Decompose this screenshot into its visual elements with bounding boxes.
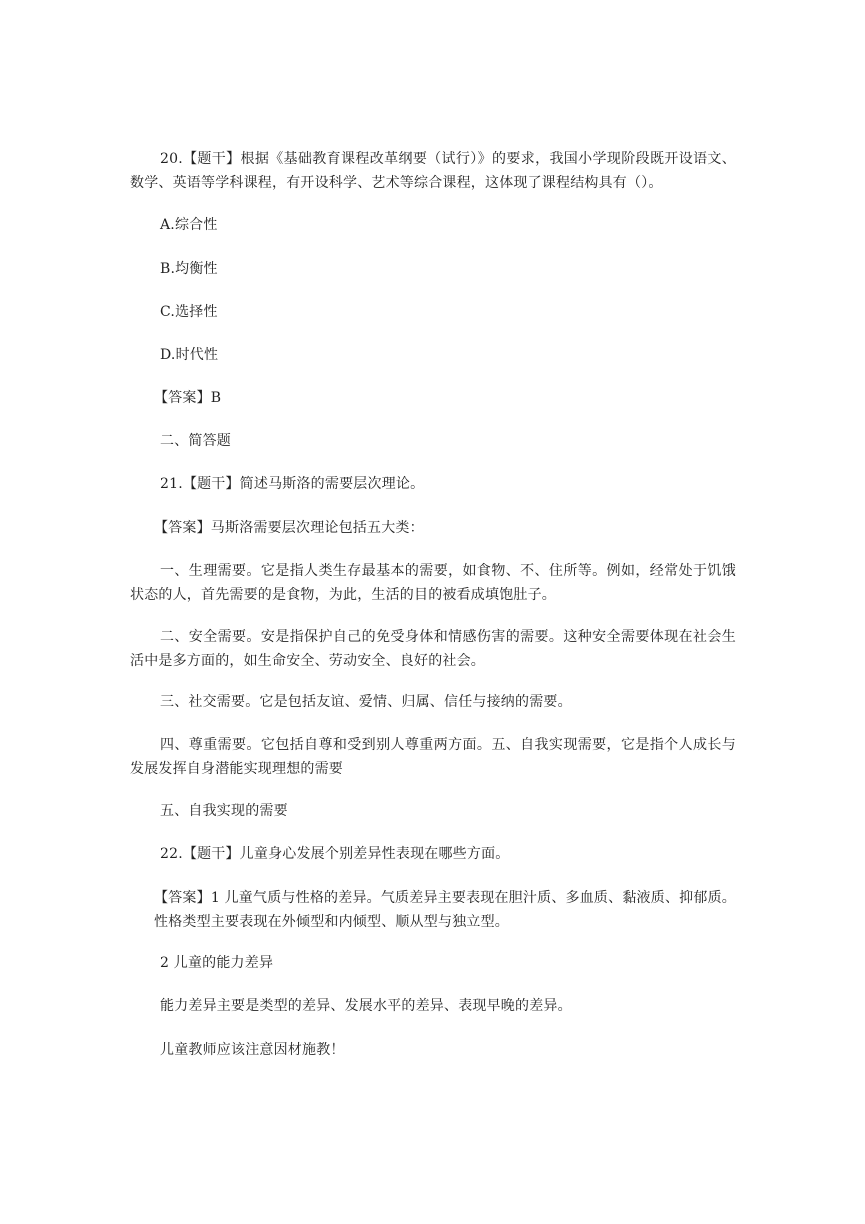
question-22-answer: 【答案】1 儿童气质与性格的差异。气质差异主要表现在胆汁质、多血质、黏液质、抑郁质。性格类型主要表现在外倾型和内倾型、顺从型与独立型。	[154, 890, 736, 930]
question-20-stem: 20.【题干】根据《基础教育课程改革纲要（试行）》的要求，我国小学现阶段既开设语文、数学、英语等学科课程，有开设科学、艺术等综合课程，这体现了课程结构具有（）。	[130, 151, 736, 191]
question-21-answer-intro: 【答案】马斯洛需要层次理论包括五大类：	[154, 520, 424, 536]
question-20-option-b: B.均衡性	[160, 261, 218, 277]
question-20-answer: 【答案】B	[154, 390, 222, 406]
answer-22-detail: 能力差异主要是类型的差异、发展水平的差异、表现早晚的差异。	[160, 998, 572, 1014]
answer-22-conclusion: 儿童教师应该注意因材施教！	[160, 1042, 345, 1058]
question-20-option-c: C.选择性	[160, 304, 218, 320]
answer-21-point-1: 一、生理需要。它是指人类生存最基本的需要，如食物、不、住所等。例如，经常处于饥饿状态的人，首先需要的是食物，为此，生活的目的被看成填饱肚子。	[130, 563, 736, 603]
answer-21-point-2: 二、安全需要。安是指保护自己的免受身体和情感伤害的需要。这种安全需要体现在社会生活中是多方面的，如生命安全、劳动安全、良好的社会。	[130, 629, 736, 669]
section-heading-short-answer: 二、简答题	[160, 433, 231, 449]
question-20-option-a: A.综合性	[160, 217, 218, 233]
answer-21-point-3: 三、社交需要。它是包括友谊、爱情、归属、信任与接纳的需要。	[160, 694, 572, 710]
question-22-stem: 22.【题干】儿童身心发展个别差异性表现在哪些方面。	[160, 846, 510, 862]
answer-21-point-5: 五、自我实现的需要	[160, 803, 288, 819]
question-21-stem: 21.【题干】简述马斯洛的需要层次理论。	[160, 476, 425, 492]
answer-22-point-2: 2 儿童的能力差异	[160, 955, 274, 971]
question-20-option-d: D.时代性	[160, 347, 219, 363]
answer-21-point-4: 四、尊重需要。它包括自尊和受到别人尊重两方面。五、自我实现需要，它是指个人成长与发展发挥自身潜能实现理想的需要	[130, 737, 736, 777]
